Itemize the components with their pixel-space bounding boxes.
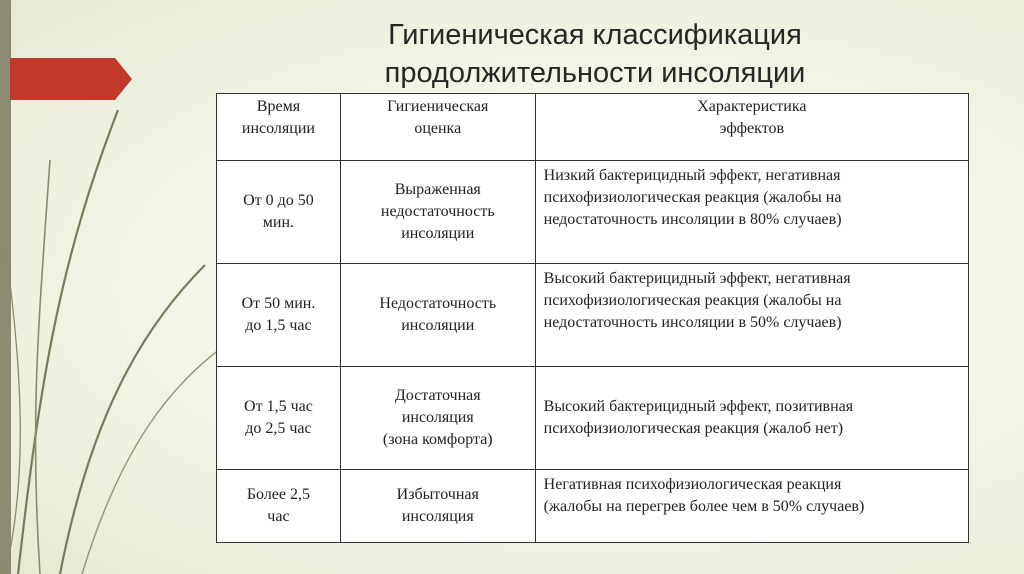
cell-assessment [340, 470, 535, 543]
insolation-table [216, 93, 969, 543]
grass-line-5 [5, 250, 20, 574]
cell-line: Высокий бактерицидный эффект, негативная [543, 270, 851, 287]
cell-line: От 0 до 50 [243, 192, 314, 209]
cell-line: Выраженная [394, 181, 481, 198]
cell-line: Низкий бактерицидный эффект, негативная [543, 167, 841, 184]
cell-assessment [340, 367, 535, 470]
cell-line: психофизиологическая реакция (жалоб нет) [543, 420, 844, 437]
cell-line: инсоляция [401, 409, 474, 426]
grass-line-1 [18, 110, 118, 574]
cell-line: Избыточная [396, 486, 479, 503]
cell-line: недостаточность инсоляции в 50% случаев) [543, 314, 842, 331]
header-line: Время [256, 98, 301, 115]
cell-line: инсоляция [401, 508, 474, 525]
cell-line: инсоляции [401, 225, 475, 242]
cell-line: Более 2,5 [246, 486, 311, 503]
cell-line: психофизиологическая реакция (жалобы на [543, 292, 842, 309]
title-line-1: Гигиеническая классификация [388, 19, 802, 51]
cell-assessment [340, 264, 535, 367]
cell-line: недостаточность инсоляции в 80% случаев) [543, 211, 842, 228]
header-line: инсоляции [241, 120, 315, 137]
decorative-grass-lines [0, 0, 240, 574]
cell-line: мин. [262, 214, 295, 231]
cell-line: (зона комфорта) [382, 431, 493, 448]
cell-line: инсоляции [401, 317, 475, 334]
cell-line: психофизиологическая реакция (жалобы на [543, 189, 842, 206]
cell-effects [535, 264, 968, 367]
cell-line: (жалобы на перегрев более чем в 50% случаев) [543, 498, 865, 515]
grass-line-3 [60, 265, 205, 574]
header-line: оценка [414, 120, 462, 137]
header-line: Характеристика [697, 98, 807, 115]
slide-title [250, 16, 940, 92]
cell-line: до 2,5 час [245, 420, 312, 437]
cell-line: недостаточность [380, 203, 495, 220]
cell-line: до 1,5 час [245, 317, 312, 334]
cell-line: час [267, 508, 290, 525]
cell-assessment [340, 161, 535, 264]
red-arrow-shape [10, 58, 132, 100]
cell-line: От 1,5 час [244, 398, 313, 415]
cell-time [217, 367, 341, 470]
cell-time [217, 470, 341, 543]
table-row-highlighted [217, 367, 969, 470]
table-row [217, 470, 969, 543]
cell-effects [535, 470, 968, 543]
cell-effects [535, 161, 968, 264]
header-effects [535, 94, 968, 161]
table-row [217, 161, 969, 264]
table-row [217, 264, 969, 367]
cell-time [217, 161, 341, 264]
cell-line: Недостаточность [379, 295, 497, 312]
header-line: Гигиеническая [387, 98, 489, 115]
header-time [217, 94, 341, 161]
cell-line: Высокий бактерицидный эффект, позитивная [543, 398, 854, 415]
cell-effects [535, 367, 968, 470]
cell-line: От 50 мин. [241, 295, 316, 312]
cell-time [217, 264, 341, 367]
header-assessment [340, 94, 535, 161]
cell-line: Достаточная [394, 387, 481, 404]
grass-line-2 [35, 160, 50, 574]
cell-line: Негативная психофизиологическая реакция [543, 476, 842, 493]
header-line: эффектов [719, 120, 785, 137]
title-line-2: продолжительности инсоляции [384, 57, 806, 89]
table-header-row [217, 94, 969, 161]
